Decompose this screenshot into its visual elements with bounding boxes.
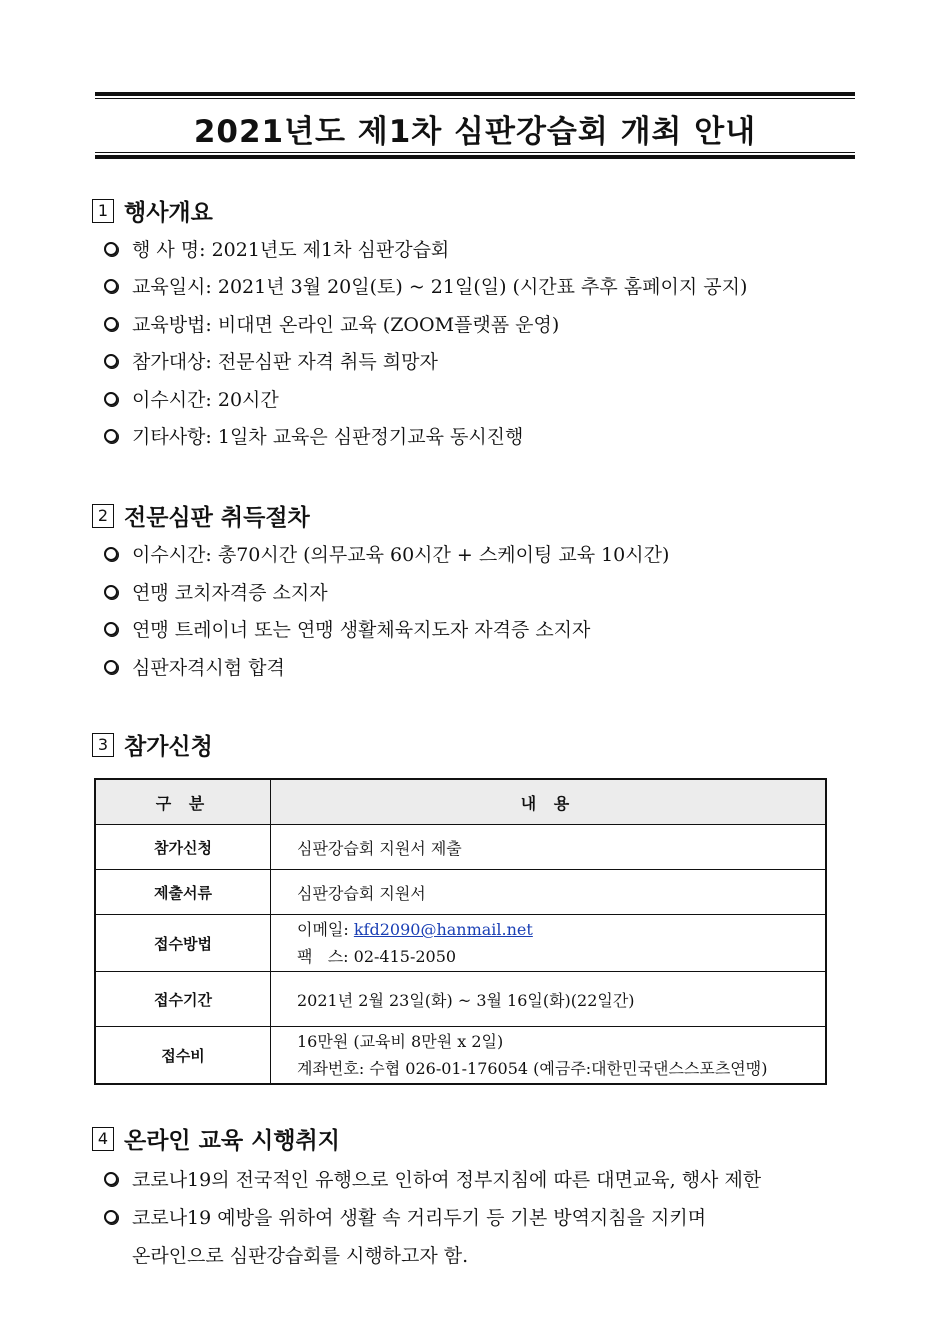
row-content [271, 915, 827, 972]
row-label: 접수비 [95, 1027, 271, 1085]
section-title: 온라인 교육 시행취지 [124, 1128, 340, 1154]
list-item: 코로나19의 전국적인 유행으로 인하여 정부지침에 따른 대면교육, 행사 제한 [104, 1165, 761, 1192]
list-item: 행 사 명: 2021년도 제1차 심판강습회 [104, 235, 449, 262]
section-title: 행사개요 [124, 200, 213, 226]
list-item: 이수시간: 20시간 [104, 385, 279, 412]
circle-bullet-icon [104, 317, 118, 331]
email-line: 이메일: kfd2090@hanmail.net [297, 920, 533, 939]
section-1-heading [92, 194, 213, 227]
account-line: 계좌번호: 수협 026-01-176054 (예금주:대한민국댄스스포츠연맹) [297, 1059, 768, 1078]
row-label: 접수기간 [95, 972, 271, 1027]
table-row [95, 825, 826, 870]
circle-bullet-icon [104, 242, 118, 256]
circle-bullet-icon [104, 392, 118, 406]
column-header: 구 분 [95, 779, 271, 825]
section-title: 참가신청 [124, 734, 213, 760]
page-title: 2021년도 제1차 심판강습회 개최 안내 [193, 114, 757, 150]
section-3-heading [92, 728, 213, 761]
table-header-row [95, 779, 826, 825]
title-rule [95, 152, 855, 153]
application-table [94, 778, 827, 1085]
circle-bullet-icon [104, 1172, 118, 1186]
circle-bullet-icon [104, 660, 118, 674]
circle-bullet-icon [104, 279, 118, 293]
list-item: 참가대상: 전문심판 자격 취득 희망자 [104, 347, 438, 374]
row-label: 제출서류 [95, 870, 271, 915]
table-row [95, 915, 826, 972]
title-rule [95, 155, 855, 159]
row-content: 심판강습회 지원서 제출 [271, 825, 827, 870]
list-item: 코로나19 예방을 위하여 생활 속 거리두기 등 기본 방역지침을 지키며 [104, 1203, 706, 1230]
circle-bullet-icon [104, 622, 118, 636]
title-rule [95, 92, 855, 96]
row-content [271, 1027, 827, 1085]
row-label: 접수방법 [95, 915, 271, 972]
fax-line: 팩 스: 02-415-2050 [297, 947, 457, 966]
column-header: 내 용 [271, 779, 827, 825]
section-number: 2 [92, 504, 114, 528]
circle-bullet-icon [104, 354, 118, 368]
list-item: 연맹 트레이너 또는 연맹 생활체육지도자 자격증 소지자 [104, 615, 590, 642]
title-rule [95, 98, 855, 99]
section-number: 4 [92, 1127, 114, 1151]
list-item: 교육방법: 비대면 온라인 교육 (ZOOM플랫폼 운영) [104, 310, 559, 337]
section-number: 3 [92, 733, 114, 757]
circle-bullet-icon [104, 1210, 118, 1224]
list-item: 연맹 코치자격증 소지자 [104, 578, 328, 605]
fee-line: 16만원 (교육비 8만원 x 2일) [297, 1032, 504, 1051]
row-label: 참가신청 [95, 825, 271, 870]
list-item: 심판자격시험 합격 [104, 653, 285, 680]
email-link[interactable]: kfd2090@hanmail.net [353, 920, 533, 939]
section-4-heading [92, 1122, 340, 1155]
section-2-heading [92, 499, 310, 532]
circle-bullet-icon [104, 585, 118, 599]
row-content: 심판강습회 지원서 [271, 870, 827, 915]
section-number: 1 [92, 199, 114, 223]
list-item-continuation: 온라인으로 심판강습회를 시행하고자 함. [132, 1245, 469, 1267]
list-item: 이수시간: 총70시간 (의무교육 60시간 + 스케이팅 교육 10시간) [104, 540, 669, 567]
circle-bullet-icon [104, 429, 118, 443]
table-row [95, 870, 826, 915]
circle-bullet-icon [104, 547, 118, 561]
title-block [95, 92, 855, 160]
table-row [95, 1027, 826, 1085]
table-row [95, 972, 826, 1027]
list-item: 기타사항: 1일차 교육은 심판정기교육 동시진행 [104, 422, 523, 449]
list-item: 교육일시: 2021년 3월 20일(토) ~ 21일(일) (시간표 추후 홈페이지 공지) [104, 272, 747, 299]
section-title: 전문심판 취득절차 [124, 505, 310, 531]
row-content: 2021년 2월 23일(화) ~ 3월 16일(화)(22일간) [271, 972, 827, 1027]
